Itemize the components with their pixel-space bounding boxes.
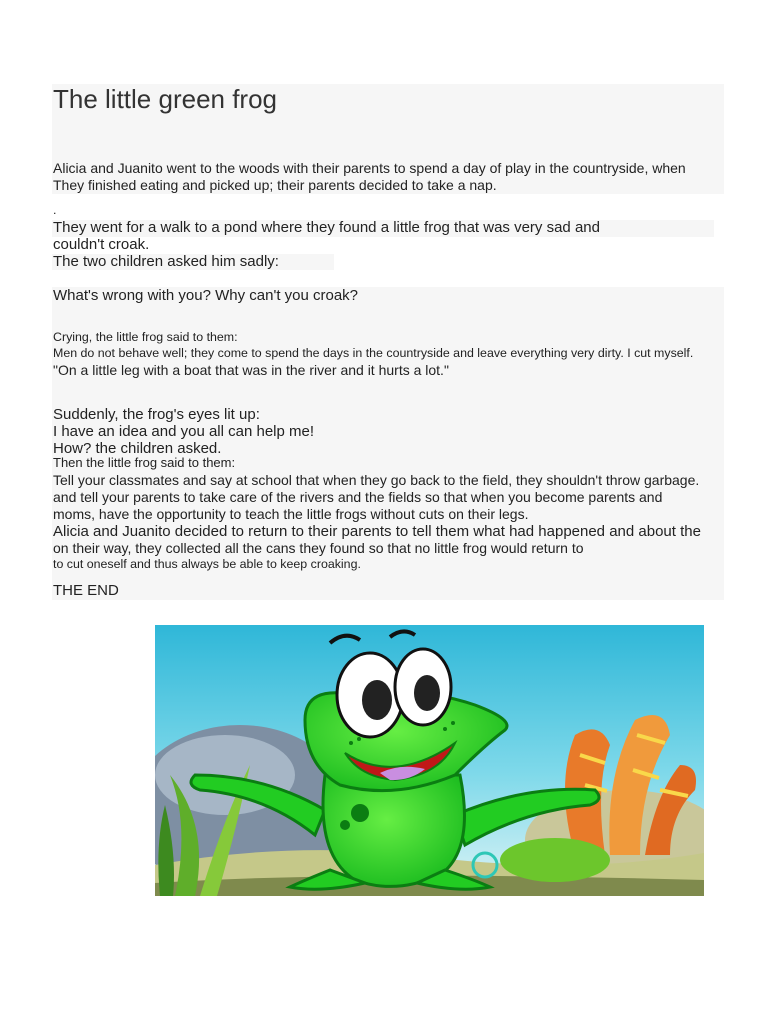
text-line: couldn't croak. [53,236,150,253]
text-line: "On a little leg with a boat that was in the river and it hurts a lot." [53,362,449,378]
text-line: and tell your parents to take care of the rivers and the fields so that when you become parents and [53,489,663,505]
page-title: The little green frog [53,84,278,114]
text-line: They finished eating and picked up; their parents decided to take a nap. [53,177,497,193]
text-line: They went for a walk to a pond where they found a little frog that was very sad and [53,219,600,236]
text-line: Alicia and Juanito decided to return to their parents to tell them what had happened and about the [53,523,701,540]
plant-right [500,838,610,882]
text-line: How? the children asked. [53,440,222,457]
text-line: Then the little frog said to them: [53,455,236,470]
text-line: to cut oneself and thus always be able to keep croaking. [53,557,361,571]
text-line: Suddenly, the frog's eyes lit up: [53,406,260,423]
frog-pupil-right [414,675,440,711]
separator-dot: . [53,203,57,217]
frog-freckle [349,741,353,745]
frog-pupil-left [362,680,392,720]
frog-spot [351,804,369,822]
text-line: on their way, they collected all the cans they found so that no little frog would return to [53,540,584,556]
text-line: Alicia and Juanito went to the woods with their parents to spend a day of play in the countryside, when [53,160,686,176]
frog-freckle [357,737,361,741]
text-line: The two children asked him sadly: [53,253,279,270]
text-line: Crying, the little frog said to them: [53,330,238,344]
frog-illustration-svg [155,625,704,896]
text-line: I have an idea and you all can help me! [53,423,315,440]
text-line: Men do not behave well; they come to spend the days in the countryside and leave everything very dirty. I cut myself. [53,346,694,360]
frog-freckle [451,721,455,725]
frog-freckle [443,727,447,731]
frog-spot [340,820,350,830]
the-end-label: THE END [53,582,119,599]
text-line: What's wrong with you? Why can't you croak? [53,287,359,304]
text-line: Tell your classmates and say at school that when they go back to the field, they shouldn't throw garbage. [53,472,700,488]
frog-illustration [155,625,704,896]
text-line: moms, have the opportunity to teach the little frogs without cuts on their legs. [53,506,529,522]
